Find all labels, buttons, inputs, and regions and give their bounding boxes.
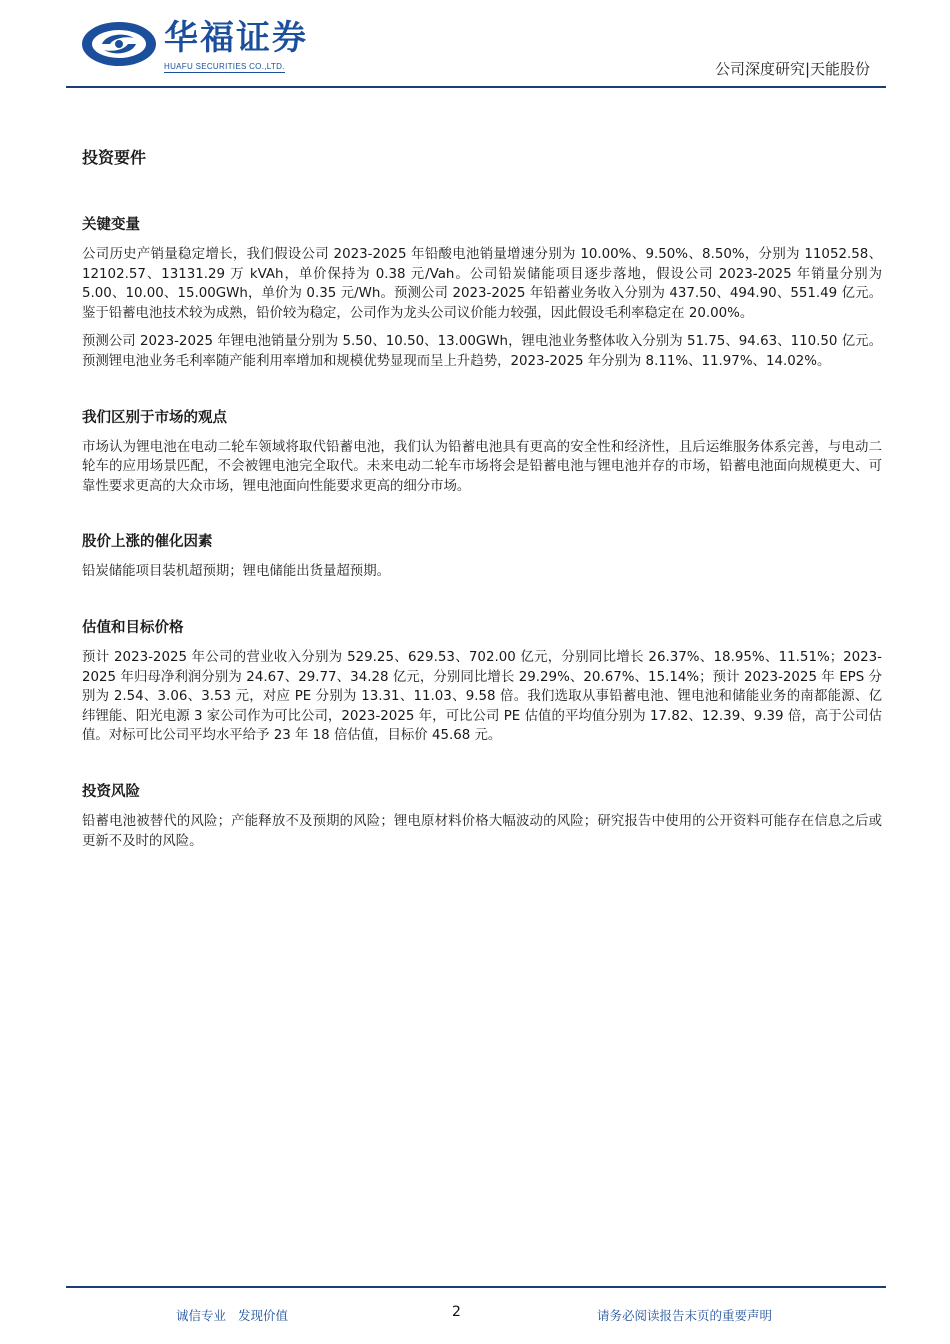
- report-body: [82, 144, 882, 860]
- report-type-label: 公司深度研究|天能股份: [714, 60, 870, 78]
- section-valuation: [82, 616, 882, 746]
- section-differentiated-view: [82, 406, 882, 497]
- paragraph: 预测公司 2023-2025 年锂电池销量分别为 5.50、10.50、13.00GWh，锂电池业务整体收入分别为 51.75、94.63、110.50 亿元。预测锂电池业务毛利率随产能利用率增加和规模优势显现而呈上升趋势，2023-2025 年分别为 8.11%、11.97%、14.02%。: [82, 334, 882, 369]
- footer-disclaimer: 请务必阅读报告末页的重要声明: [596, 1308, 772, 1323]
- section-title: 关键变量: [82, 217, 140, 233]
- paragraph: 铅炭储能项目装机超预期；锂电储能出货量超预期。: [82, 564, 390, 580]
- huafu-logo-icon: [80, 20, 158, 68]
- paragraph: 铅蓄电池被替代的风险；产能释放不及预期的风险；锂电原材料价格大幅波动的风险；研究报告中使用的公开资料可能存在信息之后或更新不及时的风险。: [82, 813, 882, 849]
- paragraph: 预计 2023-2025 年公司的营业收入分别为 529.25、629.53、702.00 亿元，分别同比增长 26.37%、18.95%、11.51%；2023-2025 年归母净利润分别为 24.67、29.77、34.28 亿元，分别同比增长 29.29%、20.67%、15.14%；预计 2023-2025 年 EPS 分别为 2.54、3.06、3.53 元，对应 PE 分别为 13.31、11.03、9.58 倍。我们选取从事铅蓄电池、锂电池和储能业务的南都能源、亿纬锂能、阳光电源 3 家公司作为可比公司，2023-2025 年，可比公司 PE 估值的平均值分别为 17.82、12.39、9.39 倍，高于公司估值。对标可比公司平均水平给予 23 年 18 倍估值，目标价 45.68 元。: [82, 649, 882, 744]
- section-title: 估值和目标价格: [82, 619, 184, 636]
- page-number: 2: [452, 1304, 461, 1320]
- section-risks: [82, 780, 882, 851]
- footer-slogan: 诚信专业 发现价值: [176, 1308, 288, 1323]
- footer-divider: [66, 1286, 886, 1288]
- section-key-variables: [82, 213, 882, 372]
- paragraph: 市场认为锂电池在电动二轮车领域将取代铅蓄电池，我们认为铅蓄电池具有更高的安全性和经济性，且后运维服务体系完善，与电动二轮车的应用场景匹配，不会被锂电池完全取代。未来电动二轮车市场将会是铅蓄电池与锂电池并存的市场，铅蓄电池面向规模更大、可靠性要求更高的大众市场，锂电池面向性能要求更高的细分市场。: [82, 439, 882, 494]
- company-logo-text: 华福证券: [164, 18, 308, 58]
- section-catalysts: [82, 530, 882, 582]
- page-title: 投资要件: [82, 148, 147, 167]
- section-title: 股价上涨的催化因素: [82, 534, 213, 551]
- paragraph: 公司历史产销量稳定增长，我们假设公司 2023-2025 年铅酸电池销量增速分别为 10.00%、9.50%、8.50%，分别为 11052.58、12102.57、13131.29 万 kVAh，单价保持为 0.38 元/Vah。公司铅炭储能项目逐步落地，假设公司 2023-2025 年销量分别为 5.00、10.00、15.00GWh，单价为 0.35 元/Wh。预测公司 2023-2025 年铅蓄业务收入分别为 437.50、494.90、551.49 亿元。鉴于铅蓄电池技术较为成熟，铅价较为稳定，公司作为龙头公司议价能力较强，因此假设毛利率稳定在 20.00%。: [82, 247, 882, 321]
- page-header: [0, 0, 950, 95]
- company-logo-english: HUAFU SECURITIES CO.,LTD.: [164, 62, 285, 71]
- section-title: 我们区别于市场的观点: [82, 409, 227, 426]
- section-title: 投资风险: [82, 783, 140, 800]
- header-divider: [66, 86, 886, 88]
